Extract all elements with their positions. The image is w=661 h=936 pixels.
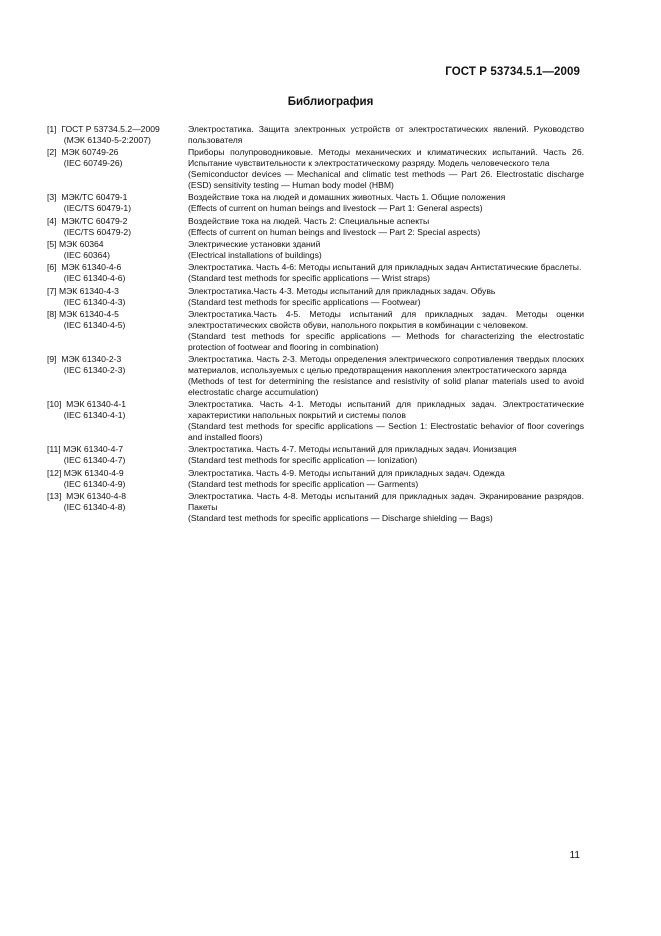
reference-line: (IEC 61340-4-8) [47, 501, 126, 512]
document-header: ГОСТ Р 53734.5.1—2009 [445, 66, 580, 78]
reference-line: [8] МЭК 61340-4-5 [47, 309, 119, 319]
bibliography-entry [47, 147, 584, 191]
reference-line: [11] МЭК 61340-4-7 [47, 444, 123, 455]
bibliography-entry [47, 354, 584, 398]
entry-description [188, 216, 584, 238]
entry-reference [47, 262, 188, 284]
entry-reference [47, 354, 188, 398]
bibliography-entry [47, 468, 584, 490]
reference-line: (IEC 61340-4-5) [47, 319, 126, 330]
page-number: 11 [569, 850, 580, 861]
entry-description [188, 309, 584, 353]
reference-line: (IEC/TS 60479-1) [47, 203, 132, 214]
bibliography-entry [47, 491, 584, 524]
entry-description [188, 262, 584, 284]
description-paragraph: (Standard test methods for specific application — Ionization) [188, 455, 418, 466]
description-paragraph: (Standard test methods for specific applications — Section 1: Electrostatic behavior of floor coverings and installed floors) [188, 421, 584, 442]
entry-reference [47, 491, 188, 524]
entry-reference [47, 468, 188, 490]
entry-description [188, 124, 584, 146]
description-paragraph: Воздействие тока на людей. Часть 2: Специальные аспекты [188, 215, 430, 226]
reference-line: (IEC 60749-26) [47, 158, 123, 169]
description-paragraph: (Standard test methods for specific application — Garments) [188, 478, 419, 489]
entry-reference [47, 399, 188, 443]
reference-line: (IEC/TS 60479-2) [47, 226, 132, 237]
description-paragraph: Электростатика. Часть 2-3. Методы определения электрического сопротивления твердых плоских материалов, используемых с целью предотвращения накопления электростатического заряда [188, 354, 584, 376]
description-paragraph: Электрические установки зданий [188, 239, 321, 250]
reference-line: [10] МЭК 61340-4-1 [47, 399, 127, 410]
reference-line: [5] МЭК 60364 [47, 239, 104, 250]
reference-line: (IEC 61340-4-9) [47, 478, 126, 489]
description-paragraph: Воздействие тока на людей и домашних животных. Часть 1. Общие положения [188, 192, 506, 203]
bibliography-entry [47, 216, 584, 238]
description-paragraph: Электростатика. Часть 4-1. Методы испытаний для прикладных задач. Электростатические характеристики напольных покрытий и системы полов [188, 399, 584, 421]
description-paragraph: Электростатика. Часть 4-7. Методы испытаний для прикладных задач. Ионизация [188, 444, 517, 455]
reference-line: (IEC 61340-2-3) [47, 365, 126, 376]
bibliography-entry [47, 124, 584, 146]
entry-description [188, 399, 584, 443]
reference-line: (IEC 61340-4-3) [47, 296, 126, 307]
entry-description [188, 491, 584, 524]
entry-description [188, 354, 584, 398]
entry-description [188, 444, 584, 466]
reference-line: (IEC 60364) [47, 249, 111, 260]
description-paragraph: (Effects of current on human beings and livestock — Part 2: Special aspects) [188, 226, 481, 237]
entry-description [188, 239, 584, 261]
entry-reference [47, 216, 188, 238]
bibliography-entry [47, 192, 584, 214]
bibliography-entry [47, 239, 584, 261]
reference-line: [12] МЭК 61340-4-9 [47, 467, 124, 478]
reference-line: (МЭК 61340-5-2:2007) [47, 134, 151, 145]
bibliography-entry [47, 309, 584, 353]
bibliography-entry [47, 262, 584, 284]
entry-description [188, 192, 584, 214]
description-paragraph: Электростатика. Защита электронных устройств от электростатических явлений. Руководство пользователя [188, 124, 584, 145]
reference-line: [1] ГОСТ Р 53734.5.2—2009 [47, 124, 160, 134]
description-paragraph: (Standard test methods for specific applications — Discharge shielding — Bags) [188, 512, 493, 523]
reference-line: [4] МЭК/ТС 60479-2 [47, 215, 128, 226]
description-paragraph: (Methods of test for determining the resistance and resistivity of solid planar materials used to avoid electrostatic charge accumulation) [188, 375, 584, 397]
reference-line: [9] МЭК 61340-2-3 [47, 354, 122, 365]
entry-reference [47, 192, 188, 214]
reference-line: [13] МЭК 61340-4-8 [47, 491, 127, 501]
bibliography-entry [47, 399, 584, 443]
reference-line: (IEC 61340-4-1) [47, 410, 126, 421]
description-paragraph: Электростатика.Часть 4-3. Методы испытаний для прикладных задач. Обувь [188, 285, 496, 296]
reference-line: (IEC 61340-4-6) [47, 273, 126, 284]
description-paragraph: Электростатика. Часть 4-9. Методы испытаний для прикладных задач. Одежда [188, 467, 505, 478]
reference-line: (IEC 61340-4-7) [47, 455, 126, 466]
reference-line: [2] МЭК 60749-26 [47, 147, 119, 158]
reference-line: [6] МЭК 61340-4-6 [47, 262, 122, 273]
description-paragraph: (Standard test methods for specific applications — Wrist straps) [188, 273, 430, 284]
description-paragraph: Электростатика. Часть 4-6: Методы испытаний для прикладных задач Антистатические браслеты. [188, 262, 582, 273]
entry-description [188, 147, 584, 191]
entry-reference [47, 147, 188, 191]
description-paragraph: Электростатика. Часть 4-8. Методы испытаний для прикладных задач. Экранирование разрядов. Пакеты [188, 491, 584, 512]
description-paragraph: Приборы полупроводниковые. Методы механических и климатических испытаний. Часть 26. Испытание чувствительности к электростатическому разряду. Модель человеческого тела [188, 147, 584, 169]
entry-reference [47, 444, 188, 466]
reference-line: [3] МЭК/ТС 60479-1 [47, 192, 128, 203]
description-paragraph: (Effects of current on human beings and livestock — Part 1: General aspects) [188, 203, 483, 214]
description-paragraph: Электростатика.Часть 4-5. Методы испытаний для прикладных задач. Методы оценки электростатических свойств обуви, напольного покрытия в комбинации с человеком. [188, 309, 584, 330]
bibliography-entry [47, 444, 584, 466]
entry-reference [47, 124, 188, 146]
entry-reference [47, 286, 188, 308]
description-paragraph: (Standard test methods for specific applications — Methods for characterizing the electrostatic protection of footwear and flooring in combination) [188, 330, 584, 352]
entry-description [188, 286, 584, 308]
bibliography-list [47, 124, 584, 525]
bibliography-entry [47, 286, 584, 308]
entry-reference [47, 309, 188, 353]
description-paragraph: (Standard test methods for specific applications — Footwear) [188, 296, 421, 307]
description-paragraph: (Semiconductor devices — Mechanical and climatic test methods — Part 26. Electrostatic discharge (ESD) sensitivity testing — Human body model (HBM) [188, 169, 584, 191]
page-title: Библиография [287, 96, 374, 108]
entry-reference [47, 239, 188, 261]
entry-description [188, 468, 584, 490]
reference-line: [7] МЭК 61340-4-3 [47, 285, 119, 296]
description-paragraph: (Electrical installations of buildings) [188, 249, 322, 260]
